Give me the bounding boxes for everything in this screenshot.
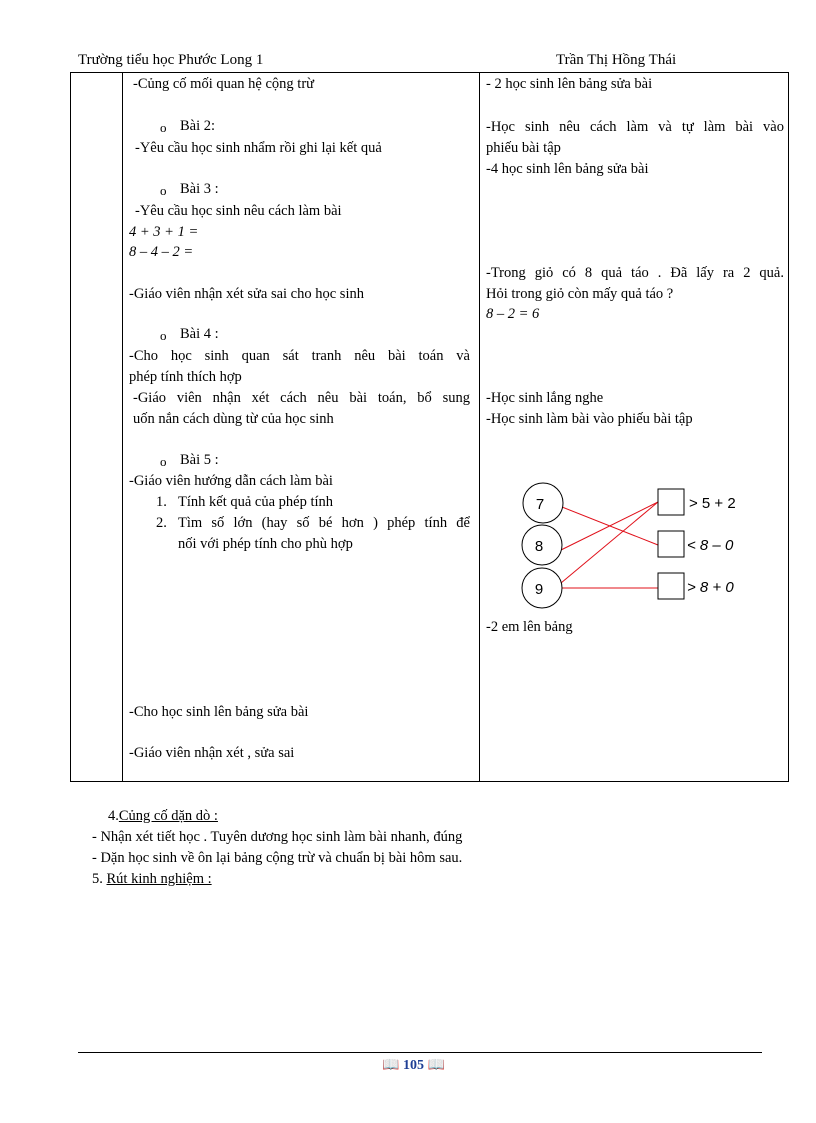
school-name: Trường tiểu học Phước Long 1: [78, 52, 264, 68]
section-5-num: 5.: [92, 871, 103, 887]
circle-label-8: 8: [534, 538, 544, 555]
closing-line-1: - Nhận xét tiết học . Tuyên dương học sinh làm bài nhanh, đúng: [92, 829, 463, 845]
bai3-heading: Bài 3 :: [180, 181, 219, 197]
bai4-line-2: phép tính thích hợp: [129, 369, 242, 385]
teacher-review: -Giáo viên nhận xét sửa sai cho học sinh: [129, 286, 364, 302]
right-line-6: Hỏi trong giỏ còn mấy quả táo ?: [486, 286, 674, 302]
bai2-heading: Bài 2:: [180, 118, 216, 134]
section-5-heading: [92, 871, 212, 888]
bai2-desc: -Yêu cầu học sinh nhẩm rồi ghi lại kết quả: [135, 140, 382, 156]
circle-label-9: 9: [534, 581, 544, 598]
section-4-title: Củng cố dặn dò :: [118, 808, 218, 824]
bai3-desc: -Yêu cầu học sinh nêu cách làm bài: [135, 203, 342, 219]
section-4-num: 4.: [108, 808, 119, 824]
box-label-1: > 5 + 2: [689, 495, 736, 512]
right-line-5: -Trong giỏ có 8 quả táo . Đã lấy ra 2 quả.: [486, 265, 784, 281]
bai4-heading: Bài 4 :: [180, 326, 219, 342]
right-line-2: -Học sinh nêu cách làm và tự làm bài vào: [486, 119, 784, 135]
teacher-review-2: -Giáo viên nhận xét , sửa sai: [129, 745, 295, 761]
board-fix: -Cho học sinh lên bảng sửa bài: [129, 704, 309, 720]
bai5-item-2-line-1: Tìm số lớn (hay số bé hơn ) phép tính để: [178, 515, 470, 531]
equation-2: 8 – 4 – 2 =: [129, 244, 194, 260]
right-line-10: -2 em lên bảng: [486, 619, 573, 635]
bai4-line-4: uốn nắn cách dùng từ của học sinh: [133, 411, 334, 427]
book-icon: 📖: [427, 1058, 445, 1073]
equation-1: 4 + 3 + 1 =: [129, 224, 199, 240]
bullet-icon: o: [160, 120, 167, 135]
bullet-icon: o: [160, 183, 167, 198]
circle-label-7: 7: [535, 496, 545, 513]
right-line-9: -Học sinh làm bài vào phiếu bài tập: [486, 411, 693, 427]
right-line-8: -Học sinh lắng nghe: [486, 390, 604, 406]
bai5-item-2-num: 2.: [156, 515, 167, 531]
teacher-name: Trần Thị Hồng Thái: [556, 52, 677, 68]
book-icon: 📖: [382, 1058, 400, 1073]
bai5-item-1-num: 1.: [156, 494, 167, 510]
bai4-line-3: -Giáo viên nhận xét cách nêu bài toán, bổ sung: [133, 390, 470, 406]
section-4-heading: [108, 808, 218, 825]
answer-box-2: [658, 531, 684, 557]
box-label-2: < 8 – 0: [687, 537, 734, 554]
box-label-3: > 8 + 0: [687, 579, 734, 596]
bai5-heading: Bài 5 :: [180, 452, 219, 468]
bai5-item-1: Tính kết quả của phép tính: [178, 494, 334, 510]
bullet-icon: o: [160, 328, 167, 343]
page-number-value: 105: [402, 1058, 424, 1073]
right-line-1: - 2 học sinh lên bảng sửa bài: [486, 76, 653, 92]
bai5-line-1: -Giáo viên hướng dẫn cách làm bài: [129, 473, 333, 489]
answer-box-1: [658, 489, 684, 515]
section-5-title: Rút kinh nghiệm :: [106, 871, 212, 887]
left-line-1: -Củng cố mối quan hệ cộng trừ: [133, 76, 315, 92]
bai5-item-2-line-2: nối với phép tính cho phù hợp: [178, 536, 353, 552]
right-line-3: phiếu bài tập: [486, 140, 561, 156]
page-number: [382, 1057, 445, 1074]
footer-rule: [78, 1052, 762, 1053]
bai4-line-1: -Cho học sinh quan sát tranh nêu bài toán và: [129, 348, 470, 364]
right-line-4: -4 học sinh lên bảng sửa bài: [486, 161, 649, 177]
answer-box-3: [658, 573, 684, 599]
closing-line-2: - Dặn học sinh về ôn lại bảng cộng trừ và chuẩn bị bài hôm sau.: [92, 850, 463, 866]
bullet-icon: o: [160, 454, 167, 469]
right-equation: 8 – 2 = 6: [486, 306, 540, 322]
matching-lines: [561, 502, 658, 588]
